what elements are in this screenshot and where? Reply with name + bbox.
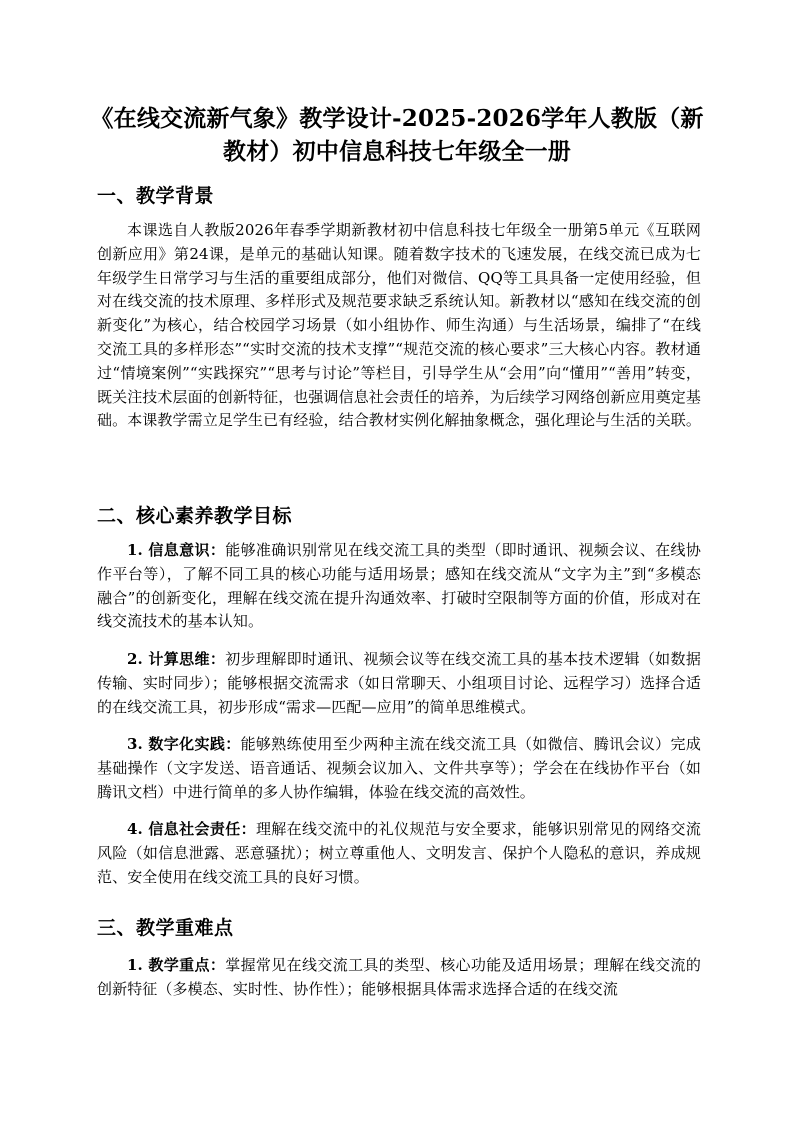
paragraph-text: 本课选自人教版2026年春季学期新教材初中信息科技七年级全一册第5单元《互联网创新应用》第24课，是单元的基础认知课。随着数字技术的飞速发展，在线交流已成为七年级学生日常学习与生活的重要组成部分，他们对微信、QQ等工具具备一定使用经验，但对在线交流的技术原理、多样形式及规范要求缺乏系统认知。新教材以“感知在线交流的创新变化”为核心，结合校园学习场景（如小组协作、师生沟通）与生活场景，编排了“在线交流工具的多样形态”“实时交流的技术支撑”“规范交流的核心要求”三大核心内容。教材通过“情境案例”“实践探究”“思考与讨论”等栏目，引导学生从“会用”向“懂用”“善用”转变，既关注技术层面的创新特征，也强调信息社会责任的培养，为后续学习网络创新应用奠定基础。本课教学需立足学生已有经验，结合教材实例化解抽象概念，强化理论与生活的关联。 xyxy=(97,221,702,430)
section-heading-goals: 二、核心素养教学目标 xyxy=(97,505,293,527)
paragraph-lead: 3. 数字化实践： xyxy=(127,735,241,753)
paragraph-text: 能够准确识别常见在线交流工具的类型（即时通讯、视频会议、在线协作平台等），了解不同工具的核心功能与适用场景；感知在线交流从“文字为主”到“多模态融合”的创新变化，理解在线交流在提升沟通效率、打破时空限制等方面的价值，形成对在线交流技术的基本认知。 xyxy=(97,541,701,631)
paragraph-goal-4 xyxy=(97,818,701,889)
paragraph-background xyxy=(97,219,701,433)
paragraph-text: 能够熟练使用至少两种主流在线交流工具（如微信、腾讯会议）完成基础操作（文字发送、语音通话、视频会议加入、文件共享等）；学会在在线协作平台（如腾讯文档）中进行简单的多人协作编辑，体验在线交流的高效性。 xyxy=(97,735,701,801)
paragraph-lead: 1. 信息意识： xyxy=(127,541,226,559)
paragraph-goal-2 xyxy=(97,648,701,719)
paragraph-text: 初步理解即时通讯、视频会议等在线交流工具的基本技术逻辑（如数据传输、实时同步）；能够根据交流需求（如日常聊天、小组项目讨论、远程学习）选择合适的在线交流工具，初步形成“需求—匹配—应用”的简单思维模式。 xyxy=(97,650,701,716)
paragraph-text: 掌握常见在线交流工具的类型、核心功能及适用场景；理解在线交流的创新特征（多模态、实时性、协作性）；能够根据具体需求选择合适的在线交流 xyxy=(97,956,701,998)
document-title: 《在线交流新气象》教学设计-2025-2026学年人教版（新教材）初中信息科技七年级全一册 xyxy=(90,105,704,165)
paragraph-goal-1 xyxy=(97,539,701,634)
paragraph-lead: 4. 信息社会责任： xyxy=(127,820,256,838)
paragraph-lead: 1. 教学重点： xyxy=(127,956,226,974)
paragraph-goal-3 xyxy=(97,733,701,804)
paragraph-key-points xyxy=(97,954,701,1002)
paragraph-text: 理解在线交流中的礼仪规范与安全要求，能够识别常见的网络交流风险（如信息泄露、恶意骚扰）；树立尊重他人、文明发言、保护个人隐私的意识，养成规范、安全使用在线交流工具的良好习惯。 xyxy=(97,820,701,886)
section-heading-background: 一、教学背景 xyxy=(97,185,215,207)
section-heading-key-points: 三、教学重难点 xyxy=(97,917,234,939)
paragraph-lead: 2. 计算思维： xyxy=(127,650,226,668)
